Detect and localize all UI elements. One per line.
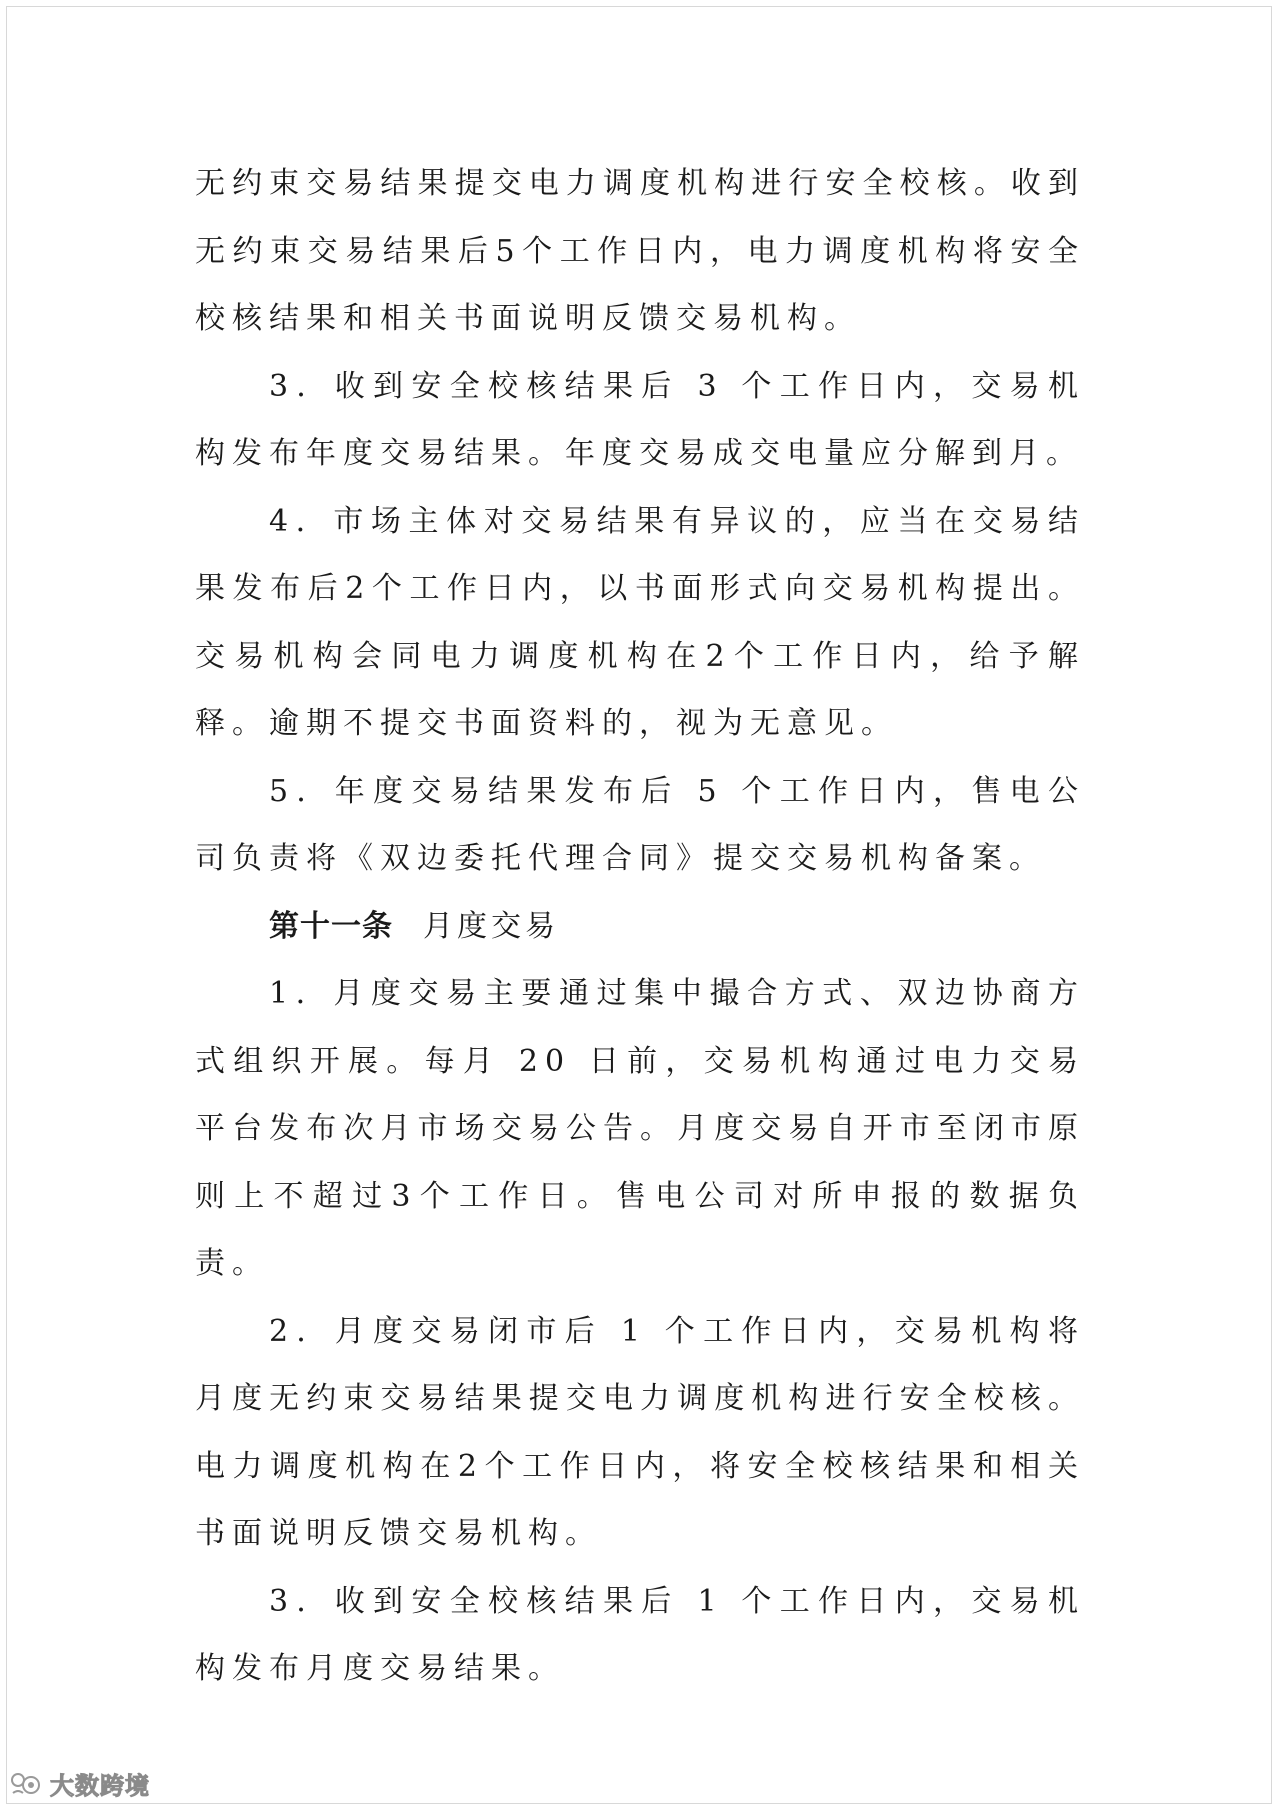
article-number: 第十一条 <box>269 908 393 944</box>
watermark-logo-icon <box>10 1771 44 1797</box>
paragraph-4: 5．年度交易结果发布后 5 个工作日内，售电公司负责将《双边委托代理合同》提交交易机构备案。 <box>195 773 1085 876</box>
article-title: 月度交易 <box>423 908 559 944</box>
paragraph-6: 2．月度交易闭市后 1 个工作日内，交易机构将月度无约束交易结果提交电力调度机构进行安全校核。电力调度机构在2个工作日内，将安全校核结果和相关书面说明反馈交易机构。 <box>195 1313 1085 1551</box>
paragraph-3: 4．市场主体对交易结果有异议的，应当在交易结果发布后2个工作日内，以书面形式向交易机构提出。交易机构会同电力调度机构在2个工作日内，给予解释。逾期不提交书面资料的，视为无意见。 <box>195 503 1085 741</box>
article-heading <box>195 893 1085 961</box>
document-body <box>195 150 1085 1703</box>
watermark-text: 大数跨境 <box>50 1772 150 1800</box>
paragraph-1: 无约束交易结果提交电力调度机构进行安全校核。收到无约束交易结果后5个工作日内，电力调度机构将安全校核结果和相关书面说明反馈交易机构。 <box>195 166 1085 336</box>
paragraph-5: 1．月度交易主要通过集中撮合方式、双边协商方式组织开展。每月 20 日前，交易机构通过电力交易平台发布次月市场交易公告。月度交易自开市至闭市原则上不超过3个工作日。售电公司对所申报的数据负责。 <box>195 976 1085 1281</box>
watermark <box>10 1766 150 1801</box>
paragraph-2: 3．收到安全校核结果后 3 个工作日内，交易机构发布年度交易结果。年度交易成交电量应分解到月。 <box>195 368 1085 471</box>
paragraph-7: 3．收到安全校核结果后 1 个工作日内，交易机构发布月度交易结果。 <box>195 1583 1085 1686</box>
